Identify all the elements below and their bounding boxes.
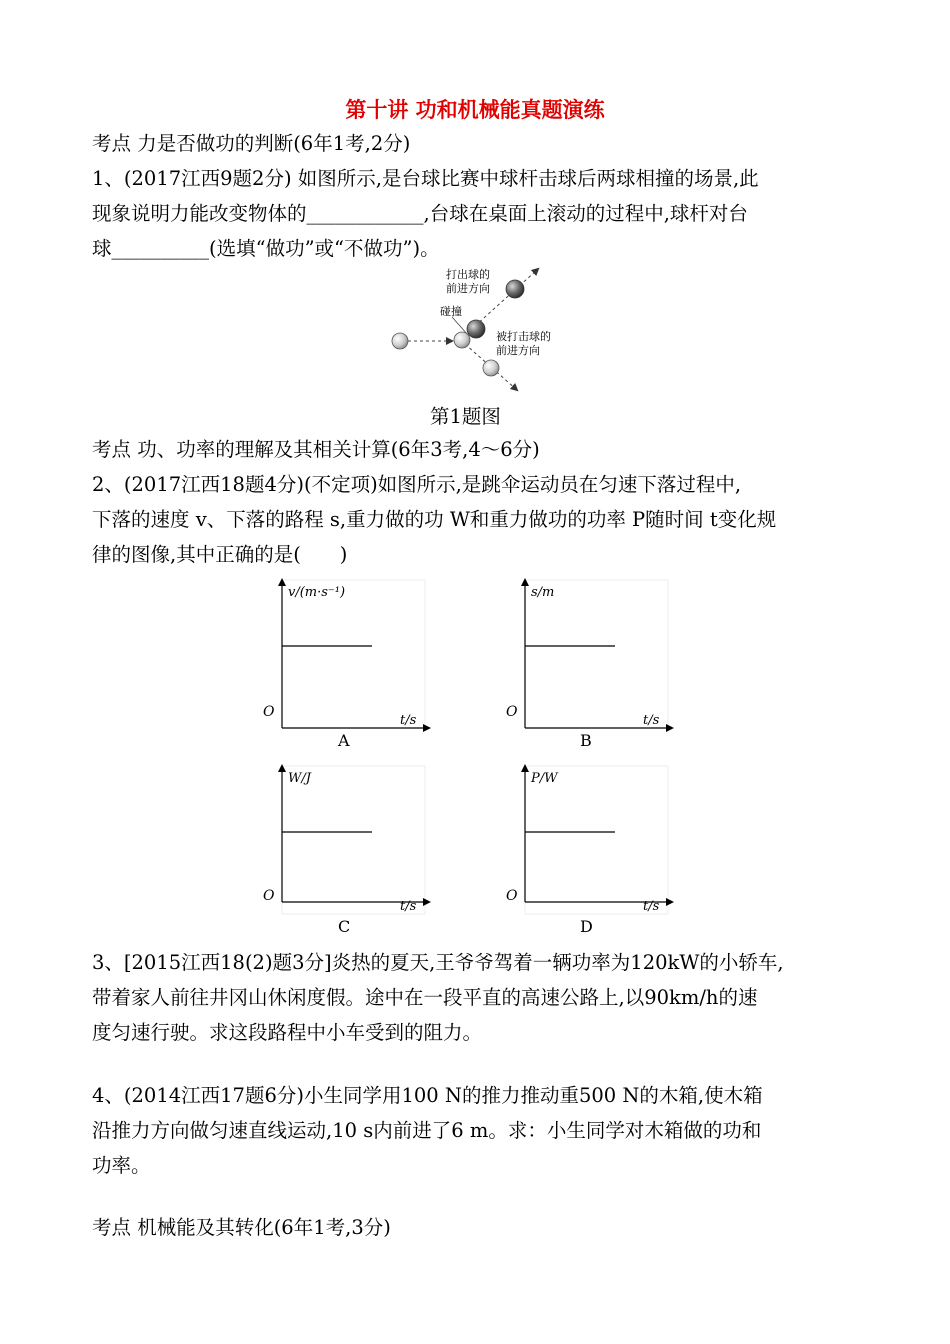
graph-c bbox=[255, 762, 435, 942]
graph-d-option: D bbox=[580, 917, 593, 936]
question-4-line-3: 功率。 bbox=[92, 1154, 151, 1177]
graph-d bbox=[498, 762, 678, 942]
question-3-line-2: 带着家人前往井冈山休闲度假。途中在一段平直的高速公路上,以90km/h的速 bbox=[92, 986, 758, 1009]
billiard-figure bbox=[380, 262, 580, 397]
question-4-line-2: 沿推力方向做匀速直线运动,10 s内前进了6 m。求：小生同学对木箱做的功和 bbox=[92, 1119, 762, 1142]
question-1-line-2: 现象说明力能改变物体的____________,台球在桌面上滚动的过程中,球杆对台 bbox=[92, 202, 748, 225]
graph-d-origin: O bbox=[506, 888, 518, 904]
label-hit-ball-1: 打出球的 bbox=[446, 268, 490, 281]
target-ball-collision bbox=[467, 320, 485, 338]
graph-c-ylabel: W/J bbox=[288, 771, 311, 786]
question-3-line-1: 3、[2015江西18(2)题3分]炎热的夏天,王爷爷驾着一辆功率为120kW的小轿车, bbox=[92, 951, 784, 974]
label-collision: 碰撞 bbox=[440, 305, 462, 318]
graph-a-origin: O bbox=[263, 704, 275, 720]
question-2-line-3: 律的图像,其中正确的是( ) bbox=[92, 543, 348, 566]
cue-ball-end bbox=[483, 360, 499, 376]
graph-a-option: A bbox=[338, 731, 350, 750]
graph-c-option: C bbox=[338, 917, 351, 936]
graph-d-xlabel: t/s bbox=[643, 899, 660, 914]
graph-b-option: B bbox=[580, 731, 592, 750]
question-1-line-3: 球__________(选填“做功”或“不做功”)。 bbox=[92, 237, 440, 260]
graph-c-origin: O bbox=[263, 888, 275, 904]
cue-ball-collision bbox=[454, 332, 470, 348]
topic-heading-3: 考点 机械能及其转化(6年1考,3分) bbox=[92, 1216, 391, 1239]
graph-b-origin: O bbox=[506, 704, 518, 720]
topic-heading-1: 考点 力是否做功的判断(6年1考,2分) bbox=[92, 132, 411, 155]
graph-d-ylabel: P/W bbox=[531, 771, 558, 786]
question-2-line-2: 下落的速度 v、下落的路程 s,重力做的功 W和重力做功的功率 P随时间 t变化规 bbox=[92, 508, 777, 531]
page-title: 第十讲 功和机械能真题演练 bbox=[345, 98, 605, 122]
target-ball-end bbox=[506, 280, 524, 298]
graph-c-xlabel: t/s bbox=[400, 899, 417, 914]
question-3-line-3: 度匀速行驶。求这段路程中小车受到的阻力。 bbox=[92, 1021, 483, 1044]
graph-b bbox=[498, 576, 678, 756]
topic-heading-2: 考点 功、功率的理解及其相关计算(6年3考,4～6分) bbox=[92, 438, 540, 461]
label-hit-ball-2: 前进方向 bbox=[446, 282, 490, 295]
question-2-line-1: 2、(2017江西18题4分)(不定项)如图所示,是跳伞运动员在匀速下落过程中, bbox=[92, 473, 742, 496]
graph-b-xlabel: t/s bbox=[643, 713, 660, 728]
label-target-ball-1: 被打击球的 bbox=[496, 330, 551, 343]
figure-1-caption: 第1题图 bbox=[430, 405, 501, 428]
question-1-line-1: 1、(2017江西9题2分) 如图所示,是台球比赛中球杆击球后两球相撞的场景,此 bbox=[92, 167, 759, 190]
question-4-line-1: 4、(2014江西17题6分)小生同学用100 N的推力推动重500 N的木箱,使木箱 bbox=[92, 1084, 763, 1107]
graph-b-ylabel: s/m bbox=[531, 585, 555, 600]
graph-a-xlabel: t/s bbox=[400, 713, 417, 728]
label-target-ball-2: 前进方向 bbox=[496, 344, 540, 357]
cue-ball-start bbox=[392, 333, 408, 349]
graph-a-ylabel: v/(m·s⁻¹) bbox=[288, 585, 346, 600]
graph-a bbox=[255, 576, 435, 756]
